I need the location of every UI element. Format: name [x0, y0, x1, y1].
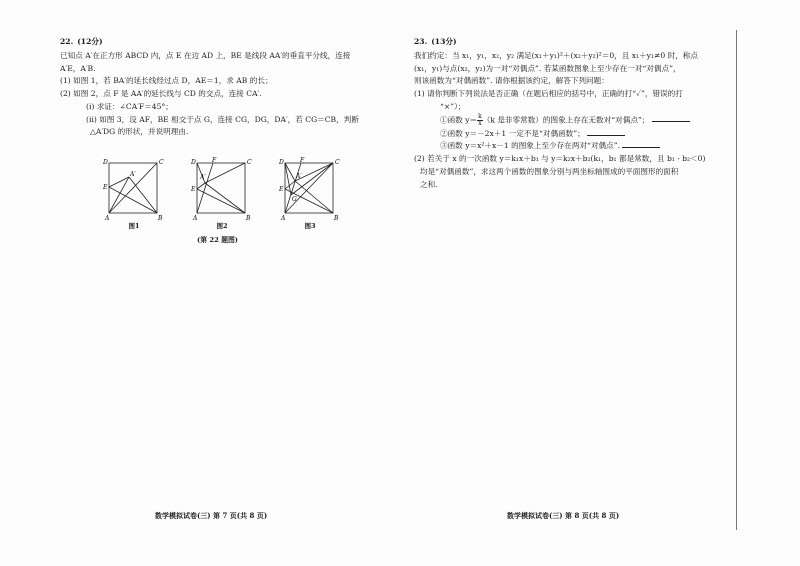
figure-3-diagram: [279, 157, 341, 223]
figure-3-label: 图3: [304, 222, 316, 230]
question-22-stem-line1: 已知点 A′在正方形 ABCD 内，点 E 在边 AD 上，BE 是线段 AA′的垂直平分线，连接: [60, 50, 351, 60]
fig2-label-c: C: [247, 159, 252, 166]
fig1-label-aprime: A′: [130, 171, 136, 178]
fig3-label-aprime: A′: [296, 173, 302, 180]
fig3-label-d: D: [279, 159, 284, 166]
question-22-part2: (2) 如图 2，点 F 是 AA′的延长线与 CD 的交点，连接 CA′.: [60, 89, 262, 99]
fraction-numerator: k: [478, 112, 482, 120]
question-22-part1: (1) 如图 1，若 BA′的延长线经过点 D，AE＝1，求 AB 的长；: [60, 76, 273, 86]
question-23-line3: 则该函数为“对偶函数”. 请你根据该约定，解答下列问题：: [414, 76, 609, 86]
figure-2-diagram: [191, 157, 253, 223]
question-22-sub-ii-line1: (ⅱ) 如图 3，设 AF，BE 相交于点 G，连接 CG，DG，DA′，若 CG＝CB，判断: [86, 114, 359, 124]
question-22-number: 22.: [60, 37, 74, 46]
fig3-label-g: G: [292, 196, 297, 203]
question-22-stem-line2: A′E，A′B.: [60, 63, 96, 73]
page-edge-divider: [736, 30, 737, 530]
fig2-label-d: D: [191, 159, 196, 166]
question-23-part1-line1: (1) 请你判断下列说法是否正确（在题后相应的括号中，正确的打“✓”，错误的打: [414, 89, 683, 99]
item3-text: ③函数 y＝x²＋x－1 的图象上至少存在两对“对偶点”.: [440, 141, 621, 151]
fig1-label-e: E: [103, 184, 108, 191]
question-23-line1: 我们约定：当 x₁，y₁，x₂，y₂ 满足(x₁＋y₁)²＋(x₂＋y₂)²＝0，且 x₁＋y₁≠0 时，称点: [414, 50, 698, 60]
question-22-sub-ii-line2: △A′DG 的形状，并说明理由.: [90, 127, 189, 137]
question-23-header: [414, 36, 732, 48]
figure-1-diagram: [103, 157, 165, 223]
fig3-label-c: C: [335, 159, 340, 166]
answer-blank-3[interactable]: [622, 140, 660, 148]
figure-1: [103, 157, 165, 223]
fig3-label-b: B: [334, 215, 339, 222]
page-7-footer: 数学模拟试卷(三) 第 7 页(共 8 页): [155, 511, 268, 520]
question-22: [60, 36, 390, 139]
figure-3: [279, 157, 341, 223]
fraction-denominator: x: [478, 119, 482, 127]
fig2-label-e: E: [191, 186, 196, 193]
question-23-part2-line1: (2) 若关于 x 的一次函数 y＝k₁x＋b₁ 与 y＝k₂x＋b₂(k₁，b₁ 都是常数，且 b₁ · b₂＜0): [414, 154, 706, 164]
fig1-label-b: B: [158, 215, 163, 222]
fig3-label-e: E: [279, 186, 284, 193]
fig2-label-f: F: [212, 157, 217, 164]
item1-suffix: （k 是非零常数）的图象上存在无数对“对偶点”；: [482, 115, 650, 125]
question-23-line2: (x₁，y₁)与点(x₂，y₂)为一对“对偶点”. 若某函数图象上至少存在一对“对偶点”，: [414, 63, 681, 73]
fig1-label-d: D: [103, 159, 108, 166]
question-23-number: 23.: [414, 37, 428, 46]
question-23-part1-line2: “×”）；: [440, 101, 466, 111]
fig3-label-a: A: [281, 215, 286, 222]
question-23-item2: [414, 128, 732, 140]
question-23-part2-line2: 均是“对偶函数”，求这两个函数的图象分别与两坐标轴围成的平面图形的面积: [420, 166, 679, 176]
fig3-label-f: F: [300, 157, 305, 164]
page-8-footer: 数学模拟试卷(三) 第 8 页(共 8 页): [507, 511, 620, 520]
figure-2-label: 图2: [216, 222, 228, 230]
answer-blank-2[interactable]: [587, 128, 625, 136]
figure-2: [191, 157, 253, 223]
question-22-sub-i: (ⅰ) 求证：∠CA′F＝45°；: [86, 101, 173, 111]
fig2-label-a: A: [193, 215, 198, 222]
figure-caption: (第 22 题图): [197, 236, 239, 244]
question-22-points: (12分): [77, 37, 103, 46]
question-23-item3: [414, 140, 732, 152]
question-22-header: [60, 36, 390, 48]
answer-blank-1[interactable]: [652, 114, 690, 122]
fig2-label-b: B: [246, 215, 251, 222]
item2-text: ②函数 y＝－2x＋1 一定不是“对偶函数”；: [440, 128, 585, 138]
fig1-label-c: C: [159, 159, 164, 166]
fig1-label-a: A: [105, 215, 110, 222]
question-23-points: (13分): [431, 37, 457, 46]
question-23-part2-line3: 之和.: [420, 179, 438, 189]
question-23-item1: [414, 114, 732, 127]
fig2-label-aprime: A′: [200, 174, 206, 181]
item1-prefix: ①函数 y＝: [440, 115, 478, 125]
question-23: [414, 36, 732, 191]
figure-1-label: 图1: [128, 222, 140, 230]
